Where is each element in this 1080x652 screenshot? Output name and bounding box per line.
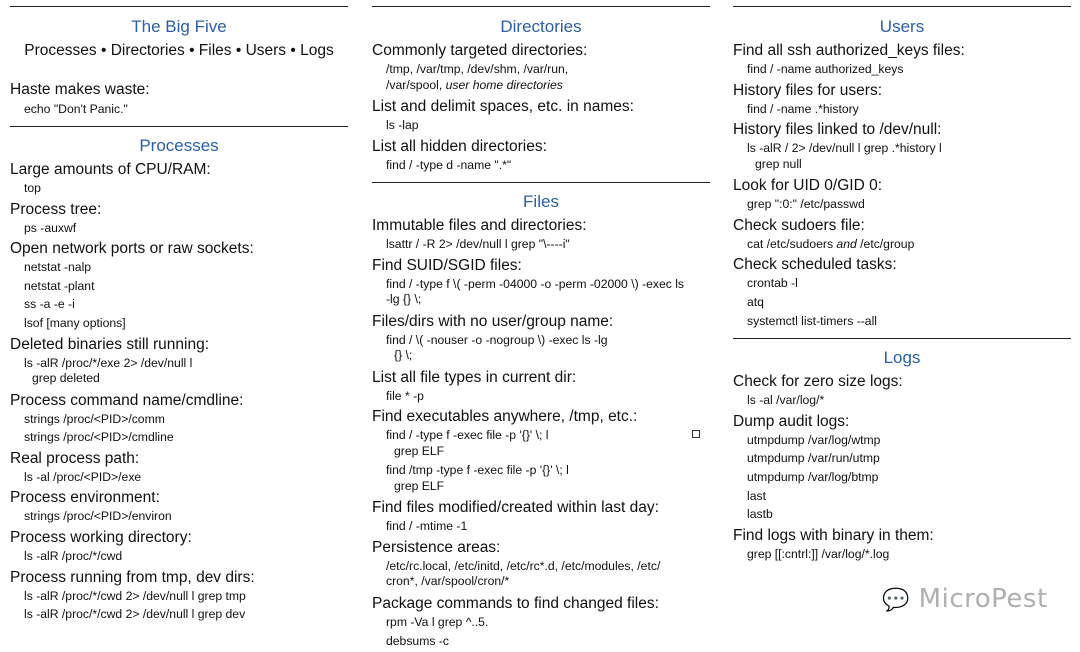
item-command-group <box>372 331 710 366</box>
item-heading: Find logs with binary in them: <box>733 526 934 544</box>
haste-heading: Haste makes waste: <box>10 81 150 98</box>
item-command: find / -type d -name ".*" <box>386 157 512 172</box>
item-heading: Files/dirs with no user/group name: <box>372 312 614 330</box>
process-item <box>10 568 348 624</box>
watermark <box>882 584 1048 614</box>
item-command: -lg {} \; <box>386 292 422 307</box>
item-heading: Package commands to find changed files: <box>372 594 659 612</box>
item-heading: Find all ssh authorized_keys files: <box>733 42 965 59</box>
log-item <box>733 526 1071 564</box>
section-rule <box>372 182 710 183</box>
item-command-part: /var/spool, <box>386 77 446 92</box>
column-users-logs <box>733 0 1071 565</box>
log-item <box>733 412 1071 524</box>
haste-command: echo "Don't Panic." <box>24 102 128 116</box>
item-command: strings /proc/<PID>/comm <box>24 411 165 426</box>
item-command: ls -alR /proc/*/cwd 2> /dev/null l grep tmp <box>24 588 246 603</box>
item-heading: Real process path: <box>10 449 140 467</box>
item-heading: Process working directory: <box>10 528 192 546</box>
process-item <box>10 335 348 389</box>
item-heading: Find executables anywhere, /tmp, etc.: <box>372 408 638 426</box>
directory-item <box>372 137 710 175</box>
item-heading: Find files modified/created within last day: <box>372 499 659 517</box>
item-command-group <box>372 60 710 95</box>
file-item <box>372 498 710 536</box>
logs-title: Logs <box>883 348 921 368</box>
users-title: Users <box>879 17 925 36</box>
item-command-group <box>10 354 348 389</box>
item-heading: Open network ports or raw sockets: <box>10 240 254 258</box>
item-heading: Process tree: <box>10 200 102 218</box>
item-command: ls -alR /proc/*/exe 2> /dev/null l <box>24 355 193 370</box>
file-item <box>372 312 710 366</box>
item-command: grep ELF <box>394 478 445 493</box>
item-command: ss -a -e -i <box>24 297 75 312</box>
item-command-group <box>372 557 710 592</box>
item-command: grep ELF <box>394 443 445 458</box>
item-command: utmpdump /var/log/btmp <box>747 469 879 484</box>
item-heading: List all hidden directories: <box>372 137 547 155</box>
item-command: debsums -c <box>386 633 449 648</box>
item-command: find / -name authorized_keys <box>747 62 904 76</box>
item-command: ls -alR / 2> /dev/null l grep .*history l <box>747 141 942 156</box>
item-heading: Check scheduled tasks: <box>733 256 897 274</box>
item-command: cron*, /var/spool/cron/* <box>386 574 510 589</box>
item-command-group <box>372 426 710 461</box>
processes-title: Processes <box>139 136 219 155</box>
item-command: rpm -Va l grep ^..5. <box>386 614 489 629</box>
directories-title: Directories <box>500 17 582 36</box>
file-item <box>372 538 710 592</box>
files-title: Files <box>523 192 559 212</box>
item-heading: History files for users: <box>733 81 883 99</box>
item-heading: Check for zero size logs: <box>733 373 903 391</box>
item-heading: Process environment: <box>10 489 160 507</box>
item-heading: List all file types in current dir: <box>372 368 577 386</box>
file-item <box>372 256 710 310</box>
item-command: strings /proc/<PID>/environ <box>24 509 172 524</box>
section-rule <box>10 126 348 127</box>
wechat-icon: 💬 <box>882 588 910 613</box>
checkbox-glyph <box>692 430 700 438</box>
item-command: ls -al /proc/<PID>/exe <box>24 469 142 484</box>
process-item <box>10 239 348 332</box>
user-item <box>733 216 1071 254</box>
item-command: find / -mtime -1 <box>386 519 468 534</box>
item-command-emphasis: user home directories <box>445 77 563 92</box>
item-command: ls -al /var/log/* <box>747 393 825 408</box>
item-command: strings /proc/<PID>/cmdline <box>24 430 174 445</box>
file-item <box>372 368 710 406</box>
user-item <box>733 176 1071 214</box>
item-heading: Process command name/cmdline: <box>10 391 244 409</box>
item-command: find / -type f -exec file -p '{}' \; l <box>386 428 549 443</box>
item-command: utmpdump /var/run/utmp <box>747 451 880 466</box>
file-item <box>372 407 710 496</box>
item-command: utmpdump /var/log/wtmp <box>747 432 881 447</box>
item-command-emphasis: and <box>836 236 857 251</box>
item-command: grep ":0:" /etc/passwd <box>747 197 865 212</box>
process-item <box>10 488 348 526</box>
section-rule <box>733 338 1071 339</box>
process-item <box>10 200 348 238</box>
item-command: /etc/rc.local, /etc/initd, /etc/rc*.d, /etc/modules, /etc/ <box>386 558 661 573</box>
item-command: find /tmp -type f -exec file -p '{}' \; l <box>386 463 569 478</box>
item-command: ls -lap <box>386 118 419 132</box>
log-item <box>733 372 1071 410</box>
directory-item <box>372 41 710 95</box>
item-command: lsattr / -R 2> /dev/null l grep "\----i" <box>386 237 570 252</box>
item-command: systemctl list-timers --all <box>747 313 877 328</box>
item-heading: Look for UID 0/GID 0: <box>733 177 883 195</box>
item-heading: History files linked to /dev/null: <box>733 121 942 139</box>
item-heading: Find SUID/SGID files: <box>372 256 522 274</box>
user-item <box>733 120 1071 174</box>
item-heading: Check sudoers file: <box>733 216 865 234</box>
item-command <box>386 78 710 94</box>
item-command: /tmp, /var/tmp, /dev/shm, /var/run, <box>386 62 569 76</box>
item-heading: Deleted binaries still running: <box>10 335 210 353</box>
big-five-subtitle: Processes • Directories • Files • Users • Logs <box>24 42 334 59</box>
item-heading: Immutable files and directories: <box>372 217 587 235</box>
item-command: ps -auxwf <box>24 220 77 235</box>
directory-item <box>372 97 710 135</box>
item-heading: List and delimit spaces, etc. in names: <box>372 98 634 115</box>
item-command: netstat -plant <box>24 278 95 293</box>
item-command: netstat -nalp <box>24 260 92 275</box>
item-command: lsof [many options] <box>24 315 126 330</box>
item-command: top <box>24 181 41 195</box>
item-command <box>733 235 1071 254</box>
process-item <box>10 160 348 198</box>
item-command: ls -alR /proc/*/cwd 2> /dev/null l grep dev <box>24 607 246 622</box>
process-item <box>10 391 348 447</box>
item-command: ls -alR /proc/*/cwd <box>24 548 123 563</box>
item-heading: Persistence areas: <box>372 538 501 556</box>
item-command: find / \( -nouser -o -nogroup \) -exec ls -lg <box>386 332 608 347</box>
item-command-group <box>733 139 1071 174</box>
user-item <box>733 255 1071 330</box>
big-five-title: The Big Five <box>131 17 227 36</box>
item-command-group <box>372 461 710 496</box>
file-item <box>372 594 710 650</box>
item-command: grep null <box>755 156 802 171</box>
item-command: lastb <box>747 507 773 522</box>
user-item <box>733 81 1071 119</box>
item-command: file * -p <box>386 388 424 403</box>
top-rule <box>10 6 348 7</box>
item-heading: Large amounts of CPU/RAM: <box>10 161 211 178</box>
user-item <box>733 41 1071 79</box>
watermark-text: MicroPest <box>918 584 1048 614</box>
item-command: last <box>747 488 766 503</box>
process-item <box>10 449 348 487</box>
item-command: find / -type f \( -perm -04000 -o -perm -02000 \) -exec ls <box>386 276 685 291</box>
top-rule <box>733 6 1071 7</box>
item-command: grep deleted <box>32 371 100 386</box>
item-command-group <box>372 275 710 310</box>
file-item <box>372 216 710 254</box>
top-rule <box>372 6 710 7</box>
column-big-five <box>10 0 348 626</box>
item-command: find / -name .*history <box>747 101 859 116</box>
column-directories-files <box>372 0 710 652</box>
item-command: {} \; <box>394 348 413 363</box>
item-command-part: /etc/group <box>856 236 915 251</box>
item-command: grep [[:cntrl:]] /var/log/*.log <box>747 546 890 561</box>
item-command: atq <box>747 294 764 309</box>
item-command-part: cat /etc/sudoers <box>747 236 837 251</box>
item-command: crontab -l <box>747 276 798 291</box>
item-heading: Commonly targeted directories: <box>372 42 588 59</box>
process-item <box>10 528 348 566</box>
item-heading: Dump audit logs: <box>733 412 850 430</box>
item-heading: Process running from tmp, dev dirs: <box>10 568 255 586</box>
